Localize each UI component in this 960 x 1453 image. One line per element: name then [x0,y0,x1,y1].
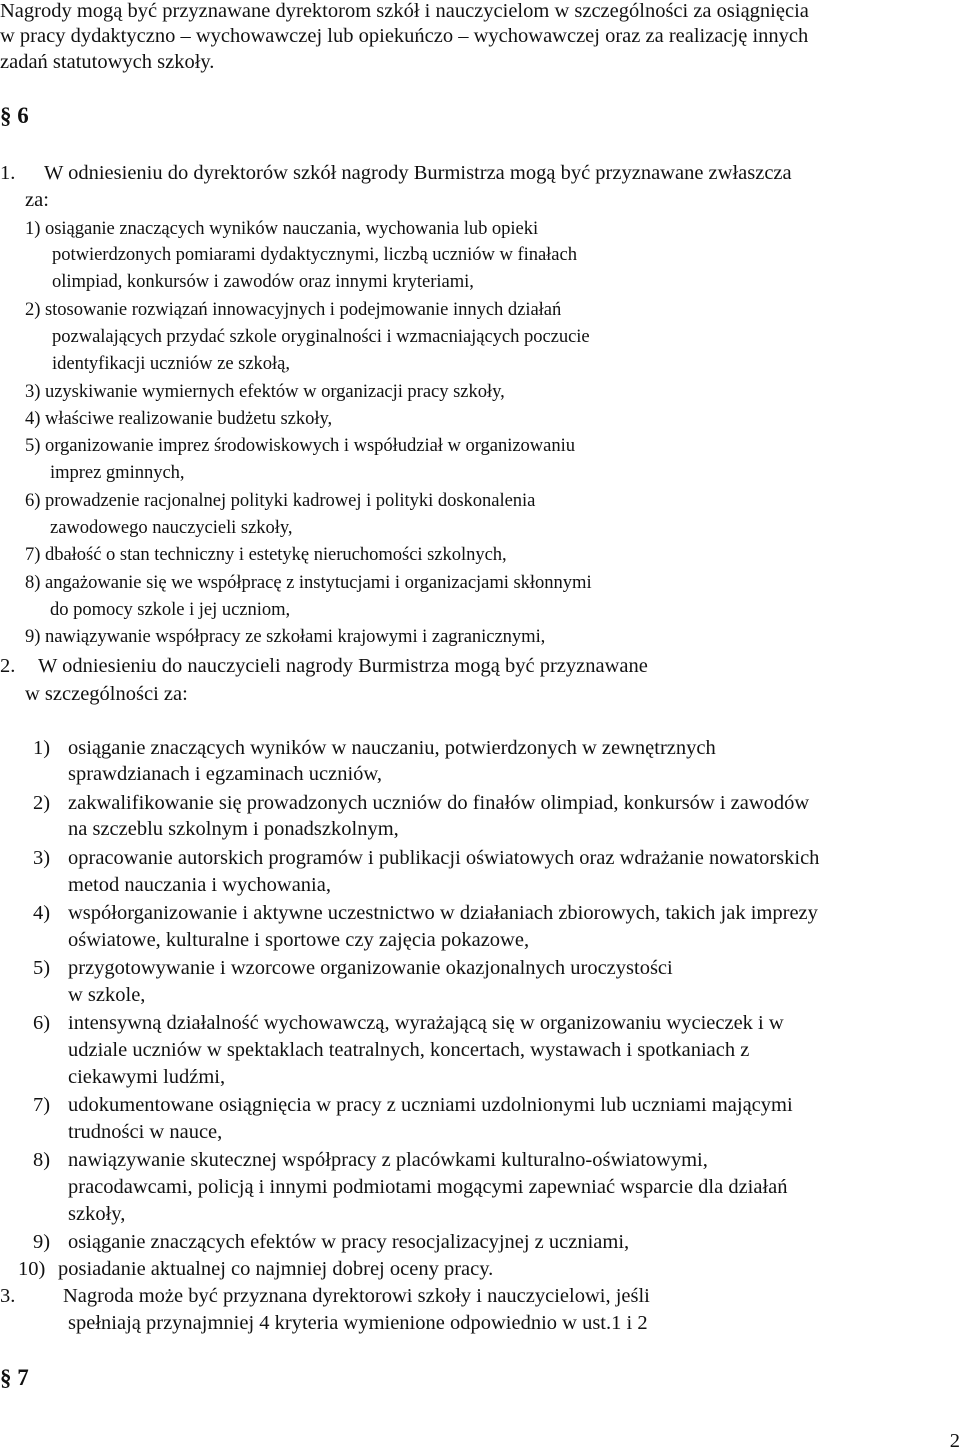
point-number: 1. [0,162,16,184]
list-item: współorganizowanie i aktywne uczestnictwo w działaniach zbiorowych, takich jak imprezy [68,902,818,924]
list-item-number: 9) [33,1231,51,1253]
point-lead: za: [25,189,49,211]
list-item: sprawdzianach i egzaminach uczniów, [68,763,382,785]
list-item: do pomocy szkole i jej uczniom, [50,599,291,620]
list-item: imprez gminnych, [50,462,185,483]
list-item: na szczeblu szkolnym i ponadszkolnym, [68,818,399,840]
list-item-number: 5) [33,957,51,979]
list-item: 7) dbałość o stan techniczny i estetykę nieruchomości szkolnych, [25,544,507,565]
list-item: pozwalających przydać szkole oryginalności i wzmacniających poczucie [52,326,590,347]
list-item: trudności w nauce, [68,1121,223,1143]
list-item: opracowanie autorskich programów i publikacji oświatowych oraz wdrażanie nowatorskich [68,847,820,869]
page-number: 2 [949,1430,960,1452]
list-item: identyfikacji uczniów ze szkołą, [52,353,290,374]
list-item: 2) stosowanie rozwiązań innowacyjnych i podejmowanie innych działań [25,299,562,320]
list-item: w szkole, [68,984,146,1006]
section-heading: § 7 [0,1365,29,1390]
point-lead: w szczególności za: [25,683,188,705]
list-item: potwierdzonych pomiarami dydaktycznymi, liczbą uczniów w finałach [52,244,577,265]
list-item: olimpiad, konkursów i zawodów oraz innymi kryteriami, [52,271,474,292]
point-text: spełniają przynajmniej 4 kryteria wymienione odpowiednio w ust.1 i 2 [68,1312,648,1334]
list-item-number: 4) [33,902,51,924]
point-number: 3. [0,1285,16,1307]
list-item: 1) osiąganie znaczących wyników nauczania, wychowania lub opieki [25,218,539,239]
list-item: posiadanie aktualnej co najmniej dobrej oceny pracy. [58,1258,494,1280]
intro-line: w pracy dydaktyczno – wychowawczej lub opiekuńczo – wychowawczej oraz za realizację innych [0,25,809,47]
list-item-number: 2) [33,792,51,814]
list-item-number: 1) [33,737,51,759]
list-item: zawodowego nauczycieli szkoły, [50,517,293,538]
list-item: intensywną działalność wychowawczą, wyrażającą się w organizowaniu wycieczek i w [68,1012,784,1034]
point-text: Nagroda może być przyznana dyrektorowi szkoły i nauczycielowi, jeśli [63,1285,650,1307]
point-number: 2. [0,655,16,677]
list-item: 5) organizowanie imprez środowiskowych i współudział w organizowaniu [25,435,575,456]
list-item: 8) angażowanie się we współpracę z instytucjami i organizacjami skłonnymi [25,572,592,593]
intro-line: zadań statutowych szkoły. [0,51,215,73]
list-item: 4) właściwe realizowanie budżetu szkoły, [25,408,333,429]
list-item: zakwalifikowanie się prowadzonych uczniów do finałów olimpiad, konkursów i zawodów [68,792,810,814]
point-lead: W odniesieniu do dyrektorów szkół nagrody Burmistrza mogą być przyznawane zwłaszcza [44,162,792,184]
list-item: 3) uzyskiwanie wymiernych efektów w organizacji pracy szkoły, [25,381,505,402]
list-item: pracodawcami, policją i innymi podmiotami mogącymi zapewniać wsparcie dla działań [68,1176,788,1198]
list-item-number: 8) [33,1149,51,1171]
list-item-number: 10) [18,1258,46,1280]
point-lead: W odniesieniu do nauczycieli nagrody Burmistrza mogą być przyznawane [38,655,648,677]
list-item-number: 3) [33,847,51,869]
intro-line: Nagrody mogą być przyznawane dyrektorom szkół i nauczycielom w szczególności za osiągnięcia [0,0,809,22]
list-item: nawiązywanie skutecznej współpracy z placówkami kulturalno-oświatowymi, [68,1149,708,1171]
list-item: szkoły, [68,1203,126,1225]
section-heading: § 6 [0,103,29,128]
list-item: oświatowe, kulturalne i sportowe czy zajęcia pokazowe, [68,929,530,951]
list-item-number: 6) [33,1012,51,1034]
list-item: 9) nawiązywanie współpracy ze szkołami krajowymi i zagranicznymi, [25,626,546,647]
list-item: udziale uczniów w spektaklach teatralnych, koncertach, wystawach i spotkaniach z [68,1039,750,1061]
list-item-number: 7) [33,1094,51,1116]
list-item: przygotowywanie i wzorcowe organizowanie okazjonalnych uroczystości [68,957,673,979]
list-item: metod nauczania i wychowania, [68,874,331,896]
list-item: udokumentowane osiągnięcia w pracy z uczniami uzdolnionymi lub uczniami mającymi [68,1094,793,1116]
list-item: osiąganie znaczących wyników w nauczaniu, potwierdzonych w zewnętrznych [68,737,716,759]
list-item: 6) prowadzenie racjonalnej polityki kadrowej i polityki doskonalenia [25,490,536,511]
list-item: osiąganie znaczących efektów w pracy resocjalizacyjnej z uczniami, [68,1231,630,1253]
list-item: ciekawymi ludźmi, [68,1066,226,1088]
